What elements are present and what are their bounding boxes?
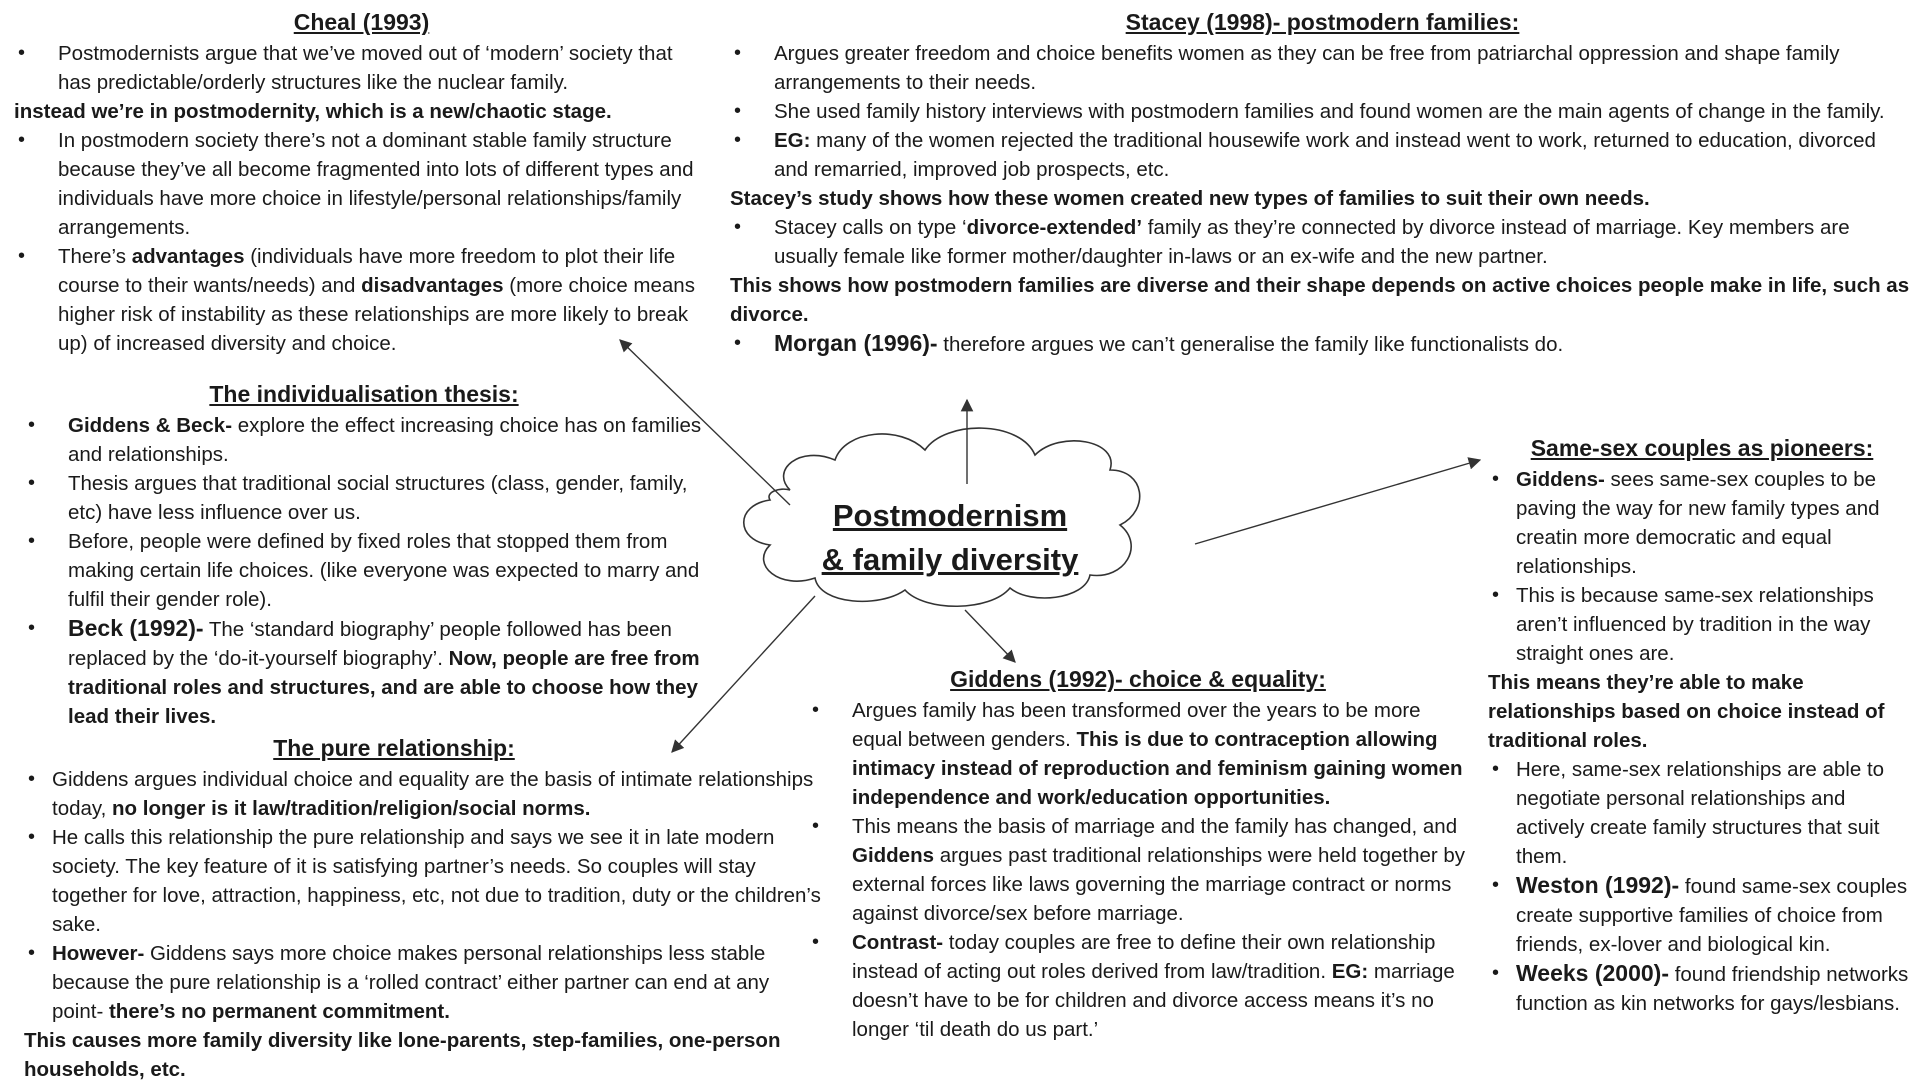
individualisation-section (24, 380, 704, 731)
individualisation-bullet-1: • Giddens & Beck- explore the effect increasing choice has on families and relationships. (24, 411, 704, 469)
pure-bullet-3: • However- Giddens says more choice makes personal relationships less stable because the pure relationship is a ‘rolled contract’ either partner can end at any point- there’s no permanent commitment. (24, 939, 824, 1026)
stacey-diversity-statement: This shows how postmodern families are diverse and their shape depends on active choices people make in life, such as divorce. (730, 274, 1910, 326)
same-sex-section (1488, 434, 1916, 1018)
stacey-bullet-morgan: • Morgan (1996)- therefore argues we can’t generalise the family like functionalists do. (730, 329, 1915, 359)
pure-relationship-section (24, 734, 824, 1084)
same-sex-bullet-1: • Giddens- sees same-sex couples to be paving the way for new family types and creatin more democratic and equal relationships. (1488, 465, 1916, 581)
giddens-bullet-3: • Contrast- today couples are free to define their own relationship instead of acting out roles derived from law/tradition. EG: marriage doesn’t have to be for children and divorce access means it’s no longer ‘til death do us part.’ (808, 928, 1468, 1044)
stacey-bullet-2: • She used family history interviews with postmodern families and found women are the main agents of change in the family. (730, 97, 1915, 126)
central-topic-line1: Postmodernism (832, 498, 1068, 533)
arrow-to-same-sex (1195, 460, 1480, 544)
individualisation-bullet-3: • Before, people were defined by fixed roles that stopped them from making certain life choices. (like everyone was expected to marry and fulfil their gender role). (24, 527, 704, 614)
cheal-section (14, 8, 709, 358)
giddens-bullet-2: • This means the basis of marriage and the family has changed, and Giddens argues past traditional relationships were held together by external forces like laws governing the marriage contract or norms against divorce/sex before marriage. (808, 812, 1468, 928)
cheal-postmodernity-statement: instead we’re in postmodernity, which is a new/chaotic stage. (14, 100, 612, 123)
stacey-bullet-1: • Argues greater freedom and choice benefits women as they can be free from patriarchal oppression and shape family arrangements to their needs. (730, 39, 1915, 97)
cheal-bullet-2: • In postmodern society there’s not a dominant stable family structure because they’ve all become fragmented into lots of different types and individuals have more choice in lifestyle/personal relationships/family arrangements. (14, 126, 709, 242)
pure-bullet-1: • Giddens argues individual choice and equality are the basis of intimate relationships today, no longer is it law/tradition/religion/social norms. (24, 765, 824, 823)
same-sex-bullet-2: • This is because same-sex relationships aren’t influenced by tradition in the way straight ones are. (1488, 581, 1916, 668)
cheal-bullet-3: • There’s advantages (individuals have more freedom to plot their life course to their wants/needs) and disadvantages (more choice means higher risk of instability as these relationships are more likely to break up) of increased diversity and choice. (14, 242, 709, 358)
stacey-study-summary: Stacey’s study shows how these women created new types of families to suit their own needs. (730, 187, 1650, 210)
same-sex-choice-statement: This means they’re able to make relationships based on choice instead of traditional roles. (1488, 671, 1885, 752)
same-sex-heading: Same-sex couples as pioneers: (1530, 435, 1874, 461)
stacey-section (730, 8, 1915, 359)
same-sex-bullet-3: • Here, same-sex relationships are able to negotiate personal relationships and actively create family structures that suit them. (1488, 755, 1916, 871)
central-topic (770, 494, 1130, 582)
giddens-heading: Giddens (1992)- choice & equality: (950, 666, 1326, 692)
pure-bullet-2: • He calls this relationship the pure relationship and says we see it in late modern society. The key feature of it is satisfying partner’s needs. So couples will stay together for love, attraction, happiness, etc, not due to tradition, duty or the children’s sake. (24, 823, 824, 939)
central-topic-line2: & family diversity (821, 542, 1079, 577)
stacey-heading: Stacey (1998)- postmodern families: (1125, 9, 1520, 35)
individualisation-bullet-4: • Beck (1992)- The ‘standard biography’ people followed has been replaced by the ‘do-it-yourself biography’. Now, people are free from traditional roles and structures, and are able to choose how they lead their lives. (24, 614, 704, 731)
stacey-bullet-4: • Stacey calls on type ‘divorce-extended’ family as they’re connected by divorce instead of marriage. Key members are usually female like former mother/daughter in-laws or an ex-wife and the new partner. (730, 213, 1915, 271)
individualisation-bullet-2: • Thesis argues that traditional social structures (class, gender, family, etc) have less influence over us. (24, 469, 704, 527)
cheal-heading: Cheal (1993) (293, 9, 430, 35)
stacey-bullet-3: • EG: many of the women rejected the traditional housewife work and instead went to work, returned to education, divorced and remarried, improved job prospects, etc. (730, 126, 1915, 184)
giddens-section (808, 665, 1468, 1044)
pure-conclusion: This causes more family diversity like lone-parents, step-families, one-person households, etc. (24, 1029, 781, 1081)
pure-relationship-heading: The pure relationship: (273, 735, 515, 761)
same-sex-bullet-weeks: • Weeks (2000)- found friendship networks function as kin networks for gays/lesbians. (1488, 959, 1916, 1018)
cheal-bullet-1: • Postmodernists argue that we’ve moved out of ‘modern’ society that has predictable/orderly structures like the nuclear family. (14, 39, 709, 97)
individualisation-heading: The individualisation thesis: (209, 381, 519, 407)
giddens-bullet-1: • Argues family has been transformed over the years to be more equal between genders. This is due to contraception allowing intimacy instead of reproduction and feminism gaining women independence and work/education opportunities. (808, 696, 1468, 812)
arrow-to-giddens (965, 610, 1015, 662)
same-sex-bullet-weston: • Weston (1992)- found same-sex couples create supportive families of choice from friends, ex-lover and biological kin. (1488, 871, 1916, 959)
